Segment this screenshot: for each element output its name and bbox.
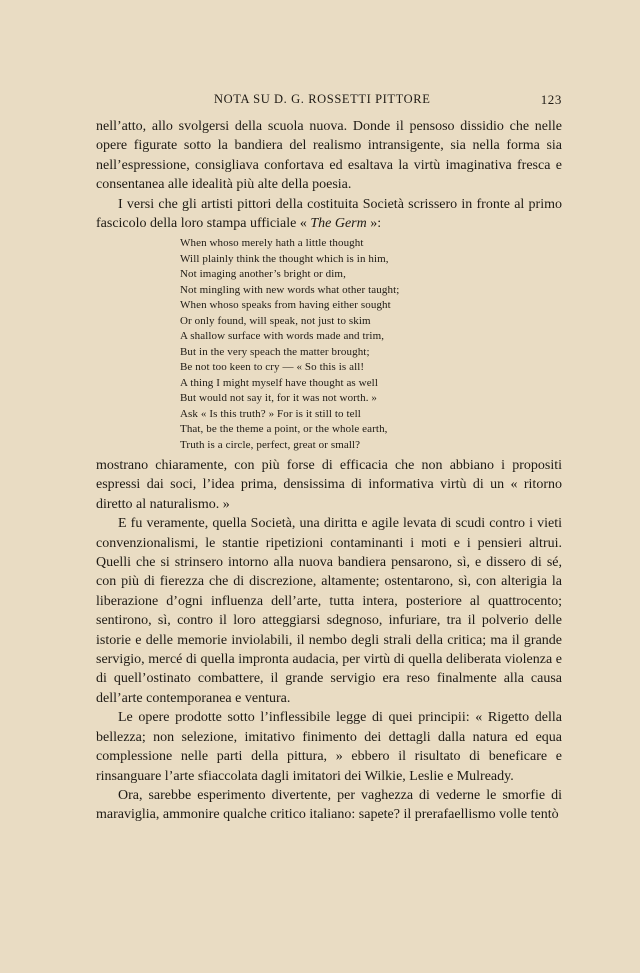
poem-line: Be not too keen to cry — « So this is all! — [180, 361, 365, 373]
poem-line: When whoso merely hath a little thought — [180, 237, 364, 249]
text-block-top — [96, 117, 562, 233]
poem-line: Not imaging another’s bright or dim, — [180, 268, 346, 280]
text-block-bottom — [96, 456, 562, 825]
running-title: NOTA SU D. G. ROSSETTI PITTORE — [214, 92, 431, 106]
poem-line: A shallow surface with words made and trim, — [180, 330, 385, 342]
poem-line: Will plainly think the thought which is in him, — [180, 252, 389, 265]
paragraph: nell’atto, allo svolgersi della scuola nuova. Donde il pensoso dissidio che nelle opere figurate sotto la bandiera del realismo intransigente, sia nella forma sia nell’espressione, consigliava confortava ed esaltava la virtù imaginativa fresca e consentanea alle idealità più alte della poesia. — [96, 119, 562, 193]
poem-line: Not mingling with new words what other taught; — [180, 283, 400, 296]
poem-line: When whoso speaks from having either sought — [180, 299, 391, 311]
paragraph: Le opere prodotte sotto l’inflessibile legge di quei principii: « Rigetto della bellezza; non selezione, imitativo finimento dei dettagli dalla natura ed equa complessione nelle parti della pittura, » ebbero il risultato di beneficare e rinsanguare l’arte sfiaccolata dagli imitatori dei Wilkie, Leslie e Mulready. — [96, 710, 562, 784]
running-header — [96, 92, 562, 110]
intro-paragraph — [96, 195, 562, 234]
poem-line: Ask « Is this truth? » For is it still to tell — [180, 407, 361, 420]
poem-line: But in the very speach the matter brought; — [180, 345, 370, 358]
poem-quotation — [180, 236, 480, 453]
poem-line: Or only found, will speak, not just to skim — [180, 314, 371, 327]
page-number: 123 — [540, 92, 562, 107]
poem-line: Truth is a circle, perfect, great or small? — [180, 438, 361, 451]
paragraph: E fu veramente, quella Società, una diritta e agile levata di scudi contro i vieti convenzionalismi, le stantie ripetizioni contaminanti i moti e i pensieri altrui. Quelli che si strinsero intorno alla nuova bandiera pensarono, sì, e dissero di sé, con più di fierezza che di discrezione, altamente; ostentarono, sì, con alterigia la liberazione d’ogni influenza dell’arte, tutta intera, posteriore al quattrocento; sentirono, sì, contro il loro atteggiarsi sdegnoso, infuriare, tra il polverio delle istorie e delle memorie inviolabili, il nembo degli strali della critica; ma il grande servigio, mercé di quella impronta audacia, per virtù di quella deliberata violenza e di quell’ostinato combattere, il grande servigio era reso finalmente alla causa dell’arte contemporanea e ventura. — [96, 516, 562, 706]
poem-line: A thing I might myself have thought as well — [180, 376, 378, 389]
intro-text-end: »: — [366, 216, 382, 232]
paragraph: Ora, sarebbe esperimento divertente, per vaghezza di vederne le smorfie di maraviglia, ammonire qualche critico italiano: sapete? il prerafaellismo volle tentò — [96, 787, 562, 823]
poem-line: That, be the theme a point, or the whole earth, — [180, 423, 388, 435]
intro-text: I versi che gli artisti pittori della costituita Società scrissero in fronte al primo fascicolo della loro stampa ufficiale « — [96, 196, 562, 232]
journal-title: The Germ — [310, 216, 367, 232]
paragraph: mostrano chiaramente, con più forse di efficacia che non abbiano i propositi espressi dai soci, l’idea prima, densissima di informativa virtù di un « ritorno diretto al naturalismo. » — [96, 458, 562, 512]
poem-line: But would not say it, for it was not worth. » — [180, 392, 377, 404]
